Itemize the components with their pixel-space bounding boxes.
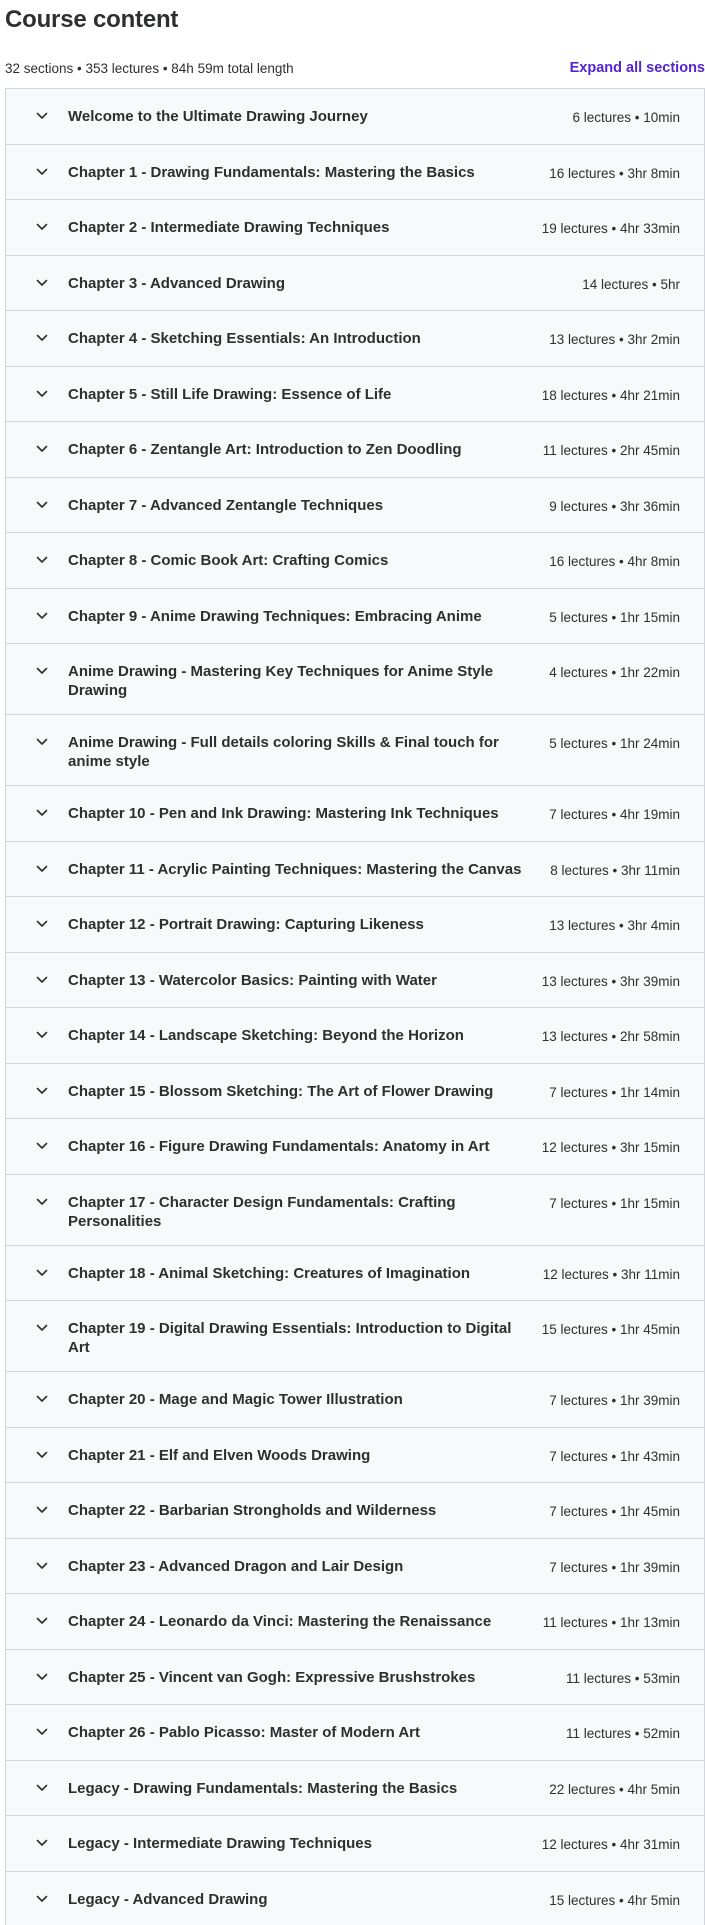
chevron-down-icon [36, 860, 48, 878]
section-meta: 11 lectures • 52min [565, 1726, 680, 1741]
section-header[interactable] [6, 1705, 704, 1761]
section-title: Chapter 22 - Barbarian Strongholds and Wilderness [68, 1502, 437, 1519]
section-meta: 9 lectures • 3hr 36min [549, 498, 680, 514]
chevron-down-icon [36, 1082, 48, 1100]
section-meta: 15 lectures • 1hr 45min [541, 1322, 680, 1337]
section-meta: 16 lectures • 4hr 8min [549, 554, 680, 569]
section-meta: 13 lectures • 3hr 39min [541, 973, 680, 989]
chevron-down-icon [36, 1723, 48, 1741]
section-header[interactable] [6, 1175, 704, 1246]
chevron-down-icon [36, 1557, 48, 1575]
section-title: Chapter 17 - Character Design Fundamentals: Crafting Personalities [68, 1193, 456, 1230]
course-sections-accordion [5, 88, 705, 1925]
section-meta: 22 lectures • 4hr 5min [549, 1781, 680, 1797]
section-header[interactable] [6, 786, 704, 842]
page-title: Course content [5, 6, 179, 33]
section-meta: 7 lectures • 1hr 39min [549, 1559, 680, 1575]
section-title: Chapter 10 - Pen and Ink Drawing: Mastering Ink Techniques [68, 805, 499, 822]
section-meta: 18 lectures • 4hr 21min [541, 387, 680, 403]
section-meta: 12 lectures • 3hr 15min [541, 1140, 680, 1155]
section-header[interactable] [6, 256, 704, 312]
section-header[interactable] [6, 1650, 704, 1706]
chevron-down-icon [36, 1390, 48, 1408]
chevron-down-icon [36, 1446, 48, 1464]
chevron-down-icon [36, 440, 48, 458]
section-title: Chapter 26 - Pablo Picasso: Master of Modern Art [68, 1724, 421, 1741]
section-meta: 13 lectures • 3hr 2min [549, 332, 680, 347]
section-title: Legacy - Intermediate Drawing Techniques [68, 1835, 372, 1852]
chevron-down-icon [36, 218, 48, 236]
course-summary: 32 sections • 353 lectures • 84h 59m total length [5, 60, 294, 76]
section-header[interactable] [6, 589, 704, 645]
section-meta: 12 lectures • 3hr 11min [542, 1266, 680, 1282]
section-title: Chapter 1 - Drawing Fundamentals: Mastering the Basics [68, 163, 475, 181]
section-header[interactable] [6, 897, 704, 953]
section-title: Anime Drawing - Mastering Key Techniques for Anime Style Drawing [68, 663, 494, 699]
section-header[interactable] [6, 1483, 704, 1539]
section-title: Legacy - Drawing Fundamentals: Mastering the Basics [68, 1779, 458, 1797]
section-meta: 6 lectures • 10min [572, 110, 680, 125]
section-meta: 16 lectures • 3hr 8min [549, 165, 680, 181]
section-meta: 7 lectures • 1hr 45min [549, 1504, 680, 1519]
chevron-down-icon [36, 1612, 48, 1630]
section-header[interactable] [6, 1816, 704, 1872]
expand-all-button[interactable]: Expand all sections [569, 60, 705, 76]
chevron-down-icon [36, 804, 48, 822]
section-meta: 8 lectures • 3hr 11min [550, 862, 680, 878]
section-header[interactable] [6, 311, 704, 367]
section-header[interactable] [6, 1246, 704, 1302]
section-header[interactable] [6, 715, 704, 786]
section-meta: 13 lectures • 2hr 58min [541, 1029, 680, 1044]
section-meta: 14 lectures • 5hr [582, 276, 680, 292]
section-meta: 11 lectures • 2hr 45min [542, 443, 680, 458]
section-header[interactable] [6, 1872, 704, 1925]
chevron-down-icon [36, 1137, 48, 1155]
section-title: Chapter 6 - Zentangle Art: Introduction to Zen Doodling [68, 441, 462, 458]
chevron-down-icon [36, 1890, 48, 1908]
section-title: Chapter 21 - Elf and Elven Woods Drawing [68, 1446, 371, 1464]
chevron-down-icon [36, 971, 48, 989]
section-header[interactable] [6, 953, 704, 1009]
chevron-down-icon [36, 274, 48, 292]
section-meta: 11 lectures • 53min [565, 1670, 680, 1686]
section-header[interactable] [6, 1301, 704, 1372]
section-header[interactable] [6, 842, 704, 898]
chevron-down-icon [36, 1501, 48, 1519]
section-title: Chapter 25 - Vincent van Gogh: Expressive Brushstrokes [68, 1668, 476, 1686]
section-header[interactable] [6, 89, 704, 145]
section-header[interactable] [6, 367, 704, 423]
section-title: Chapter 15 - Blossom Sketching: The Art of Flower Drawing [68, 1082, 494, 1100]
section-header[interactable] [6, 1761, 704, 1817]
section-title: Welcome to the Ultimate Drawing Journey [68, 108, 368, 125]
section-meta: 4 lectures • 1hr 22min [549, 665, 680, 680]
section-header[interactable] [6, 1594, 704, 1650]
chevron-down-icon [36, 1779, 48, 1797]
chevron-down-icon [36, 385, 48, 403]
chevron-down-icon [36, 1264, 48, 1282]
section-header[interactable] [6, 478, 704, 534]
chevron-down-icon [36, 163, 48, 181]
section-header[interactable] [6, 1428, 704, 1484]
section-title: Chapter 19 - Digital Drawing Essentials: Introduction to Digital Art [68, 1320, 512, 1356]
section-meta: 7 lectures • 1hr 14min [549, 1084, 680, 1100]
section-meta: 7 lectures • 1hr 43min [549, 1448, 680, 1464]
chevron-down-icon [36, 551, 48, 569]
chevron-down-icon [36, 496, 48, 514]
section-title: Chapter 18 - Animal Sketching: Creatures of Imagination [68, 1264, 471, 1282]
section-header[interactable] [6, 1008, 704, 1064]
section-header[interactable] [6, 1539, 704, 1595]
section-header[interactable] [6, 145, 704, 201]
section-title: Chapter 14 - Landscape Sketching: Beyond the Horizon [68, 1027, 464, 1044]
section-title: Chapter 13 - Watercolor Basics: Painting with Water [68, 971, 437, 989]
section-header[interactable] [6, 644, 704, 715]
section-header[interactable] [6, 1372, 704, 1428]
section-meta: 5 lectures • 1hr 15min [549, 609, 680, 625]
section-meta: 13 lectures • 3hr 4min [549, 918, 680, 933]
section-title: Chapter 8 - Comic Book Art: Crafting Comics [68, 552, 389, 569]
course-summary-row [5, 58, 705, 78]
section-meta: 12 lectures • 4hr 31min [541, 1837, 680, 1852]
chevron-down-icon [36, 662, 48, 680]
section-header[interactable] [6, 422, 704, 478]
section-title: Chapter 4 - Sketching Essentials: An Introduction [68, 330, 421, 347]
section-meta: 15 lectures • 4hr 5min [549, 1892, 680, 1908]
section-meta: 5 lectures • 1hr 24min [549, 736, 680, 751]
chevron-down-icon [36, 733, 48, 751]
chevron-down-icon [36, 1834, 48, 1852]
section-meta: 7 lectures • 4hr 19min [549, 807, 680, 822]
section-title: Chapter 23 - Advanced Dragon and Lair Design [68, 1557, 404, 1575]
section-title: Chapter 11 - Acrylic Painting Techniques: Mastering the Canvas [68, 860, 522, 878]
section-header[interactable] [6, 1119, 704, 1175]
chevron-down-icon [36, 1193, 48, 1211]
chevron-down-icon [36, 607, 48, 625]
section-title: Chapter 12 - Portrait Drawing: Capturing Likeness [68, 916, 424, 933]
section-header[interactable] [6, 200, 704, 256]
section-title: Anime Drawing - Full details coloring Skills & Final touch for anime style [68, 734, 499, 770]
chevron-down-icon [36, 1026, 48, 1044]
section-title: Legacy - Advanced Drawing [68, 1890, 268, 1908]
section-header[interactable] [6, 533, 704, 589]
chevron-down-icon [36, 1668, 48, 1686]
section-meta: 19 lectures • 4hr 33min [541, 221, 680, 236]
section-title: Chapter 5 - Still Life Drawing: Essence of Life [68, 385, 392, 403]
chevron-down-icon [36, 329, 48, 347]
chevron-down-icon [36, 107, 48, 125]
chevron-down-icon [36, 1319, 48, 1337]
section-title: Chapter 24 - Leonardo da Vinci: Mastering the Renaissance [68, 1613, 492, 1630]
section-meta: 7 lectures • 1hr 39min [549, 1393, 680, 1408]
section-header[interactable] [6, 1064, 704, 1120]
section-title: Chapter 20 - Mage and Magic Tower Illustration [68, 1391, 403, 1408]
section-title: Chapter 7 - Advanced Zentangle Techniques [68, 496, 384, 514]
section-title: Chapter 3 - Advanced Drawing [68, 274, 285, 292]
chevron-down-icon [36, 915, 48, 933]
section-meta: 11 lectures • 1hr 13min [542, 1615, 680, 1630]
section-meta: 7 lectures • 1hr 15min [549, 1195, 680, 1211]
section-title: Chapter 2 - Intermediate Drawing Techniques [68, 219, 390, 236]
section-title: Chapter 16 - Figure Drawing Fundamentals: Anatomy in Art [68, 1138, 490, 1155]
section-title: Chapter 9 - Anime Drawing Techniques: Embracing Anime [68, 607, 482, 625]
